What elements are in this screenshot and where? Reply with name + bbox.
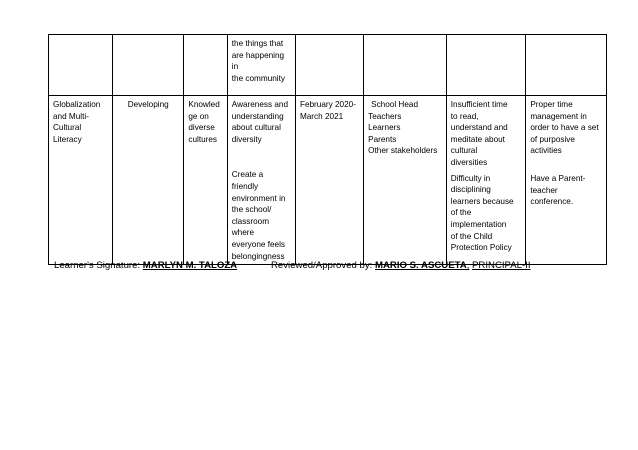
cell-persons-top (364, 35, 447, 96)
reviewer-block (271, 260, 531, 271)
signature-line (54, 260, 614, 271)
cell-timeline: February 2020- March 2021 (295, 96, 363, 265)
cell-issue-top (446, 35, 526, 96)
cell-issues: Insufficient time to read, understand and meditate about cultural diversities Difficulty in disciplining learners because of the implementation of the Child Protection Policy (446, 96, 526, 265)
cell-area-top (49, 35, 113, 96)
reviewer-title: PRINCIPAL-II (472, 260, 531, 271)
table-row (49, 96, 607, 265)
cell-solutions: Proper time management in order to have a set of purposive activities Have a Parent- teacher conference. (526, 96, 607, 265)
reviewer-name: MARIO S. ASCUETA (375, 260, 467, 271)
cell-timeline-top (295, 35, 363, 96)
cell-strategy-top (184, 35, 227, 96)
reviewer-separator: , (466, 260, 470, 271)
cell-level: Developing (113, 96, 184, 265)
development-plan-table (48, 34, 607, 265)
cell-activity-top: the things that are happening in the community (227, 35, 295, 96)
cell-solution-top (526, 35, 607, 96)
learner-signature-label: Learner's Signature: (54, 260, 141, 271)
table-row (49, 35, 607, 96)
cell-activity: Awareness and understanding about cultural diversity Create a friendly environment in the school/ classroom where everyone feels belongingness (227, 96, 295, 265)
cell-level-top (113, 35, 184, 96)
cell-persons: School Head Teachers Learners Parents Other stakeholders (364, 96, 447, 265)
learner-name: MARLYN M. TALOZA (142, 260, 238, 271)
reviewed-label: Reviewed/Approved by: (271, 260, 373, 271)
cell-strategy: Knowledge on diverse cultures (184, 96, 227, 265)
cell-area: Globalization and Multi- Cultural Literacy (49, 96, 113, 265)
